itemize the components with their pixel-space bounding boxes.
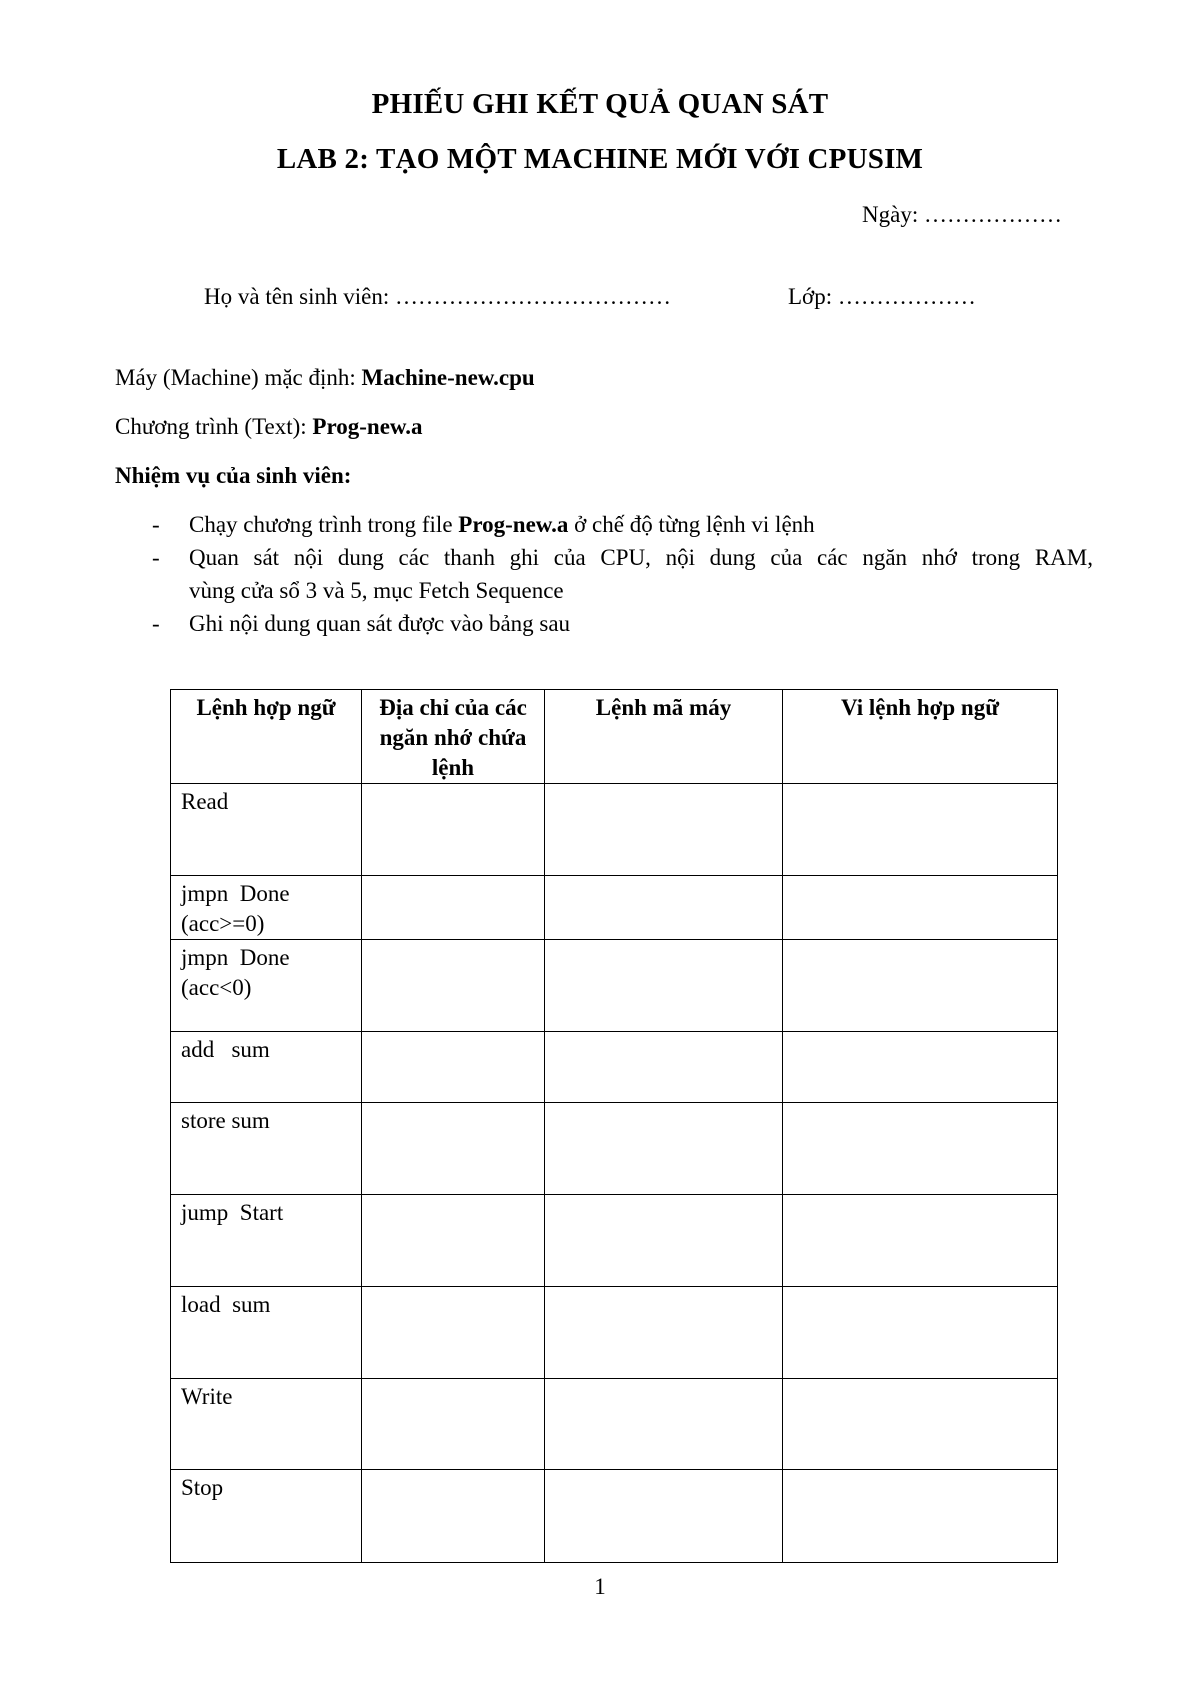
document-subtitle: LAB 2: TẠO MỘT MACHINE MỚI VỚI CPUSIM xyxy=(276,143,924,175)
column-header-machine-code: Lệnh mã máy xyxy=(545,690,783,784)
row-microinstruction-cell[interactable] xyxy=(783,1103,1058,1195)
row-address-cell[interactable] xyxy=(362,1032,545,1103)
bullet-dash: - xyxy=(152,611,160,636)
class-field: Lớp: ……………… xyxy=(788,284,976,309)
column-header-address: Địa chỉ của các ngăn nhớ chứa lệnh xyxy=(362,690,545,784)
row-machine-code-cell[interactable] xyxy=(545,940,783,1032)
machine-label: Máy (Machine) mặc định: xyxy=(115,365,362,390)
row-microinstruction-cell[interactable] xyxy=(783,876,1058,940)
row-instruction: jmpn Done (acc>=0) xyxy=(171,876,362,940)
row-microinstruction-cell[interactable] xyxy=(783,1287,1058,1379)
tasks-heading: Nhiệm vụ của sinh viên: xyxy=(115,463,352,488)
row-address-cell[interactable] xyxy=(362,1103,545,1195)
machine-line xyxy=(115,365,535,391)
date-field: Ngày: ……………… xyxy=(862,202,1062,227)
column-header-microinstruction: Vi lệnh hợp ngữ xyxy=(783,690,1058,784)
page-number: 1 xyxy=(594,1574,606,1599)
task-3: Ghi nội dung quan sát được vào bảng sau xyxy=(189,611,571,636)
program-value: Prog-new.a xyxy=(312,414,423,439)
row-microinstruction-cell[interactable] xyxy=(783,784,1058,876)
row-machine-code-cell[interactable] xyxy=(545,1195,783,1287)
table-row xyxy=(171,876,1058,940)
task-1-post: ở chế độ từng lệnh vi lệnh xyxy=(568,512,815,537)
row-address-cell[interactable] xyxy=(362,1470,545,1563)
bullet-dash: - xyxy=(152,512,160,537)
row-machine-code-cell[interactable] xyxy=(545,1470,783,1563)
row-instruction: add sum xyxy=(171,1032,362,1103)
table-row xyxy=(171,1032,1058,1103)
row-machine-code-cell[interactable] xyxy=(545,1103,783,1195)
row-microinstruction-cell[interactable] xyxy=(783,940,1058,1032)
row-microinstruction-cell[interactable] xyxy=(783,1195,1058,1287)
row-address-cell[interactable] xyxy=(362,1195,545,1287)
row-machine-code-cell[interactable] xyxy=(545,1379,783,1470)
table-row xyxy=(171,1195,1058,1287)
bullet-dash: - xyxy=(152,545,160,570)
task-1-pre: Chạy chương trình trong file xyxy=(189,512,459,537)
program-line xyxy=(115,414,423,440)
row-address-cell[interactable] xyxy=(362,1379,545,1470)
row-address-cell[interactable] xyxy=(362,784,545,876)
row-machine-code-cell[interactable] xyxy=(545,876,783,940)
program-label: Chương trình (Text): xyxy=(115,414,313,439)
machine-value: Machine-new.cpu xyxy=(361,365,535,390)
row-instruction: Write xyxy=(171,1379,362,1470)
task-2-line-2: vùng cửa sổ 3 và 5, mục Fetch Sequence xyxy=(189,578,564,603)
table-row xyxy=(171,1470,1058,1563)
row-microinstruction-cell[interactable] xyxy=(783,1032,1058,1103)
row-address-cell[interactable] xyxy=(362,1287,545,1379)
task-1-file: Prog-new.a xyxy=(458,512,569,537)
table-header-row xyxy=(171,690,1058,784)
student-name-field: Họ và tên sinh viên: ……………………………… xyxy=(204,284,671,309)
row-machine-code-cell[interactable] xyxy=(545,1032,783,1103)
row-microinstruction-cell[interactable] xyxy=(783,1470,1058,1563)
row-instruction: jmpn Done (acc<0) xyxy=(171,940,362,1032)
row-address-cell[interactable] xyxy=(362,876,545,940)
row-machine-code-cell[interactable] xyxy=(545,1287,783,1379)
row-instruction: store sum xyxy=(171,1103,362,1195)
row-address-cell[interactable] xyxy=(362,940,545,1032)
results-table xyxy=(170,689,1058,1563)
row-instruction: Read xyxy=(171,784,362,876)
table-row xyxy=(171,940,1058,1032)
task-item xyxy=(189,508,815,541)
column-header-assembly: Lệnh hợp ngữ xyxy=(171,690,362,784)
table-row xyxy=(171,1379,1058,1470)
row-machine-code-cell[interactable] xyxy=(545,784,783,876)
row-instruction: jump Start xyxy=(171,1195,362,1287)
table-row xyxy=(171,784,1058,876)
table-row xyxy=(171,1287,1058,1379)
task-2-line-1: Quan sát nội dung các thanh ghi của CPU, nội dung của các ngăn nhớ trong RAM, xyxy=(189,545,1093,570)
table-row xyxy=(171,1103,1058,1195)
row-microinstruction-cell[interactable] xyxy=(783,1379,1058,1470)
document-title: PHIẾU GHI KẾT QUẢ QUAN SÁT xyxy=(371,88,829,120)
row-instruction: Stop xyxy=(171,1470,362,1563)
row-instruction: load sum xyxy=(171,1287,362,1379)
